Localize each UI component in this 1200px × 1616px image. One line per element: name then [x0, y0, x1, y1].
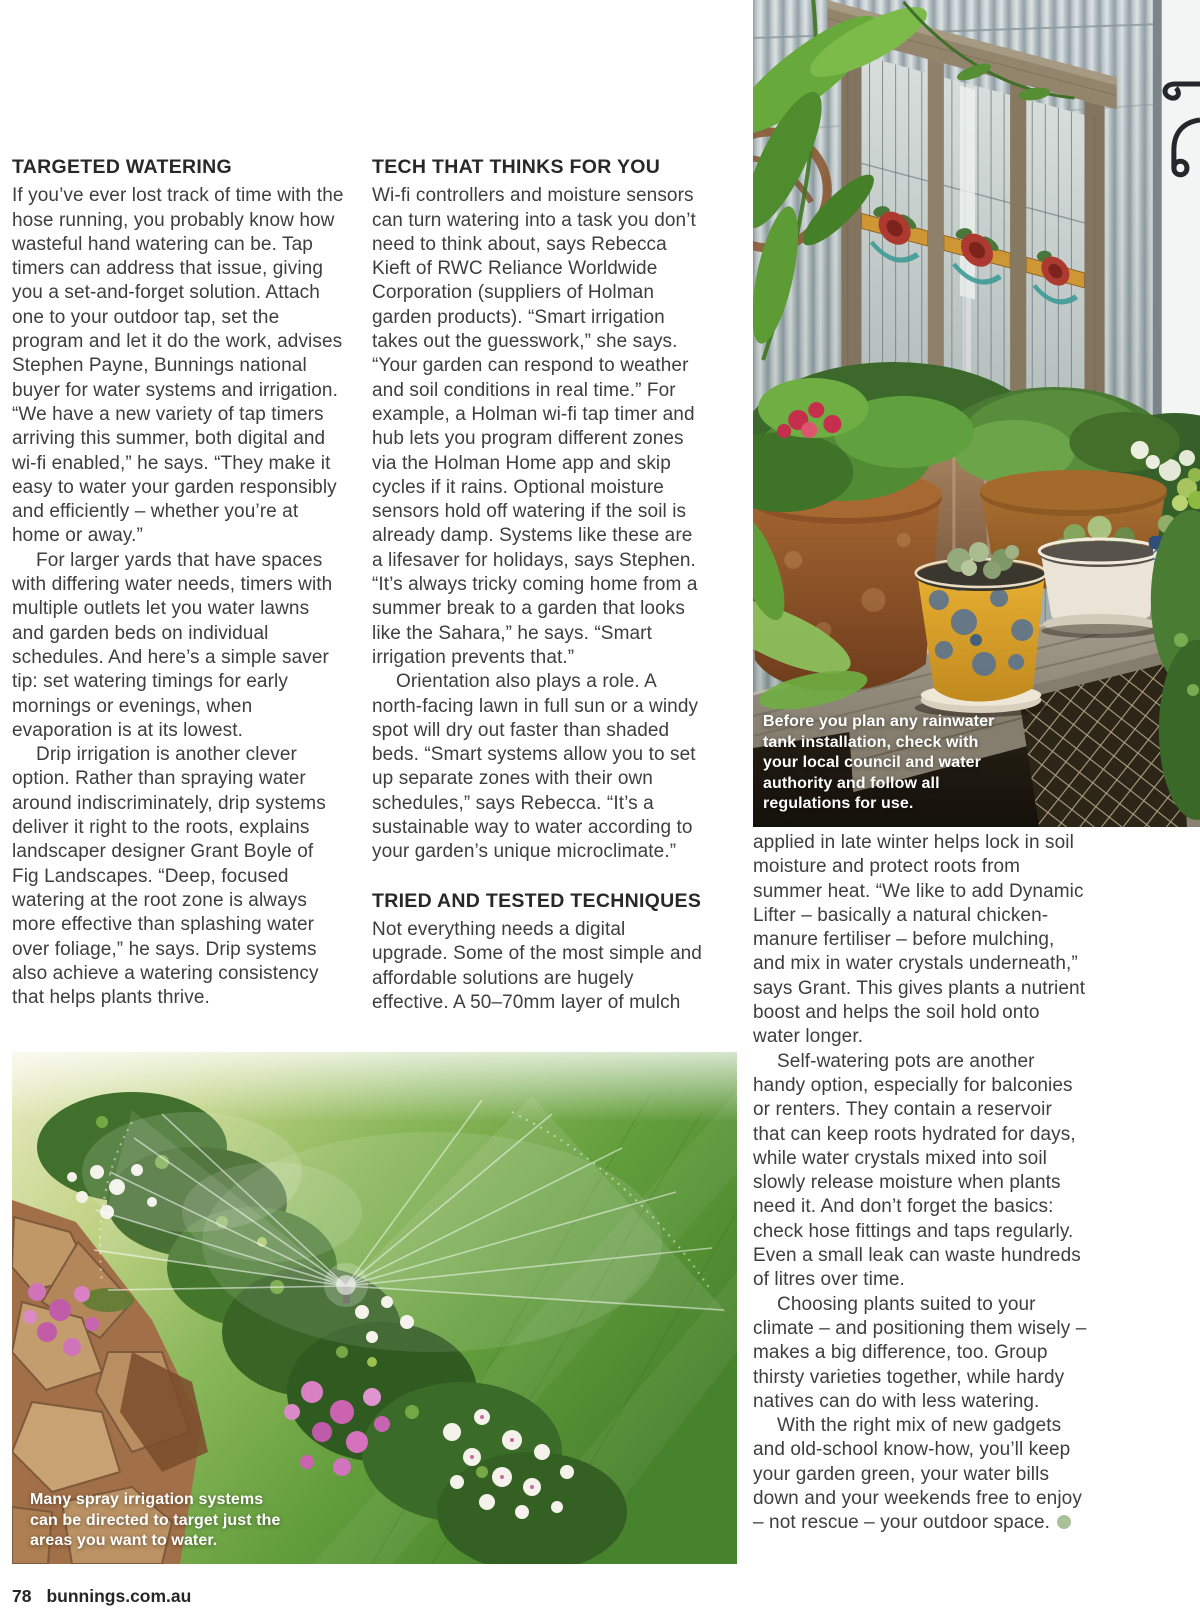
- section-heading-targeted-watering: TARGETED WATERING: [12, 156, 232, 178]
- body-paragraph: [753, 1414, 1087, 1535]
- body-paragraph: Choosing plants suited to your climate – and positioning them wisely – makes a big difference, too. Group thirsty varieties together, while hardy natives can do with less watering.: [753, 1293, 1087, 1412]
- page-number: 78: [12, 1586, 32, 1606]
- body-paragraph: Self-watering pots are another handy option, especially for balconies or renters. They contain a reservoir that can keep roots hydrated for days, while water crystals mixed into soil slowly release moisture when plants need it. And don’t forget the basics: check hose fittings and taps regularly. Even a small leak can waste hundreds of litres over time.: [753, 1050, 1081, 1291]
- page-footer: [12, 1586, 191, 1607]
- body-paragraph: Wi-fi controllers and moisture sensors can turn watering into a task you don’t need to think about, says Rebecca Kieft of RWC Reliance Worldwide Corporation (suppliers of Holman garden products). “Smart irrigation takes out the guesswork,” she says. “Your garden can respond to weather and soil conditions in real time.” For example, a Holman wi-fi tap timer and hub lets you program different zones via the Holman Home app and skip cycles if it rains. Optional moisture sensors hold off watering if the soil is already damp. Systems like these are a lifesaver for holidays, says Stephen. “It’s always tricky coming home from a summer break to a garden that looks like the Sahara,” he says. “Smart irrigation prevents that.”: [372, 185, 698, 668]
- footer-site-url: bunnings.com.au: [46, 1586, 192, 1606]
- column-tech-that-thinks: [372, 155, 705, 1015]
- end-of-article-dot: [1057, 1515, 1071, 1529]
- body-paragraph: If you’ve ever lost track of time with the hose running, you probably know how wasteful hand watering can be. Tap timers can address that issue, giving you a set-and-forget solution. Attach one to your outdoor tap, set the program and let it do the work, advises Stephen Payne, Bunnings national buyer for water systems and irrigation. “We have a new variety of tap timers arriving this summer, both digital and wi-fi enabled,” he says. “They make it easy to water your garden responsibly and efficiently – whether you’re at home or away.”: [12, 185, 344, 547]
- section-heading-tried-tested: TRIED AND TESTED TECHNIQUES: [372, 889, 702, 912]
- body-paragraph: Orientation also plays a role. A north-facing lawn in full sun or a windy spot will dry out faster than shaded beds. “Smart systems allow you to set up separate zones with their own schedules,” says Rebecca. “It’s a sustainable way to water according to your garden’s unique microclimate.”: [372, 671, 699, 863]
- photo-spray-irrigation: [12, 1052, 737, 1564]
- photo-pots-on-bench: [753, 0, 1200, 827]
- yellow-ceramic-pot: [915, 542, 1048, 717]
- body-paragraph: For larger yards that have spaces with differing water needs, timers with multiple outlets let you water lawns and garden beds on individual schedules. And here’s a simple saver tip: set watering timings for early mornings or evenings, when evaporation is at its lowest.: [12, 549, 333, 741]
- section-heading-tech: TECH THAT THINKS FOR YOU: [372, 156, 661, 178]
- body-paragraph: applied in late winter helps lock in soil moisture and protect roots from summer heat. “We like to add Dynamic Lifter – basically a natural chicken-manure fertiliser – before mulching, and mix in water crystals underneath,” says Grant. This gives plants a nutrient boost and helps the soil hold onto water longer.: [753, 832, 1086, 1048]
- column-continuation: [753, 831, 1087, 1536]
- photo-caption-spray: Many spray irrigation systems can be directed to target just the areas you want to water.: [30, 1491, 281, 1549]
- closing-sentence: With the right mix of new gadgets and old-school know-how, you’ll keep your garden green, your water bills down and your weekends free to enjoy – not rescue – your outdoor space.: [753, 1415, 1082, 1534]
- column-targeted-watering: [12, 155, 345, 1010]
- body-paragraph: Drip irrigation is another clever option. Rather than spraying water around indiscriminately, drip systems deliver it right to the roots, explains landscaper designer Grant Boyle of Fig Landscapes. “Deep, focused watering at the root zone is always more effective than splashing water over foliage,” he says. Drip systems also achieve a watering consistency that helps plants thrive.: [12, 744, 326, 1009]
- body-paragraph: Not everything needs a digital upgrade. Some of the most simple and affordable solutions are hugely effective. A 50–70mm layer of mulch: [372, 918, 702, 1013]
- pots-bench-photo-art: [753, 0, 1200, 827]
- sprinkler-photo-art: [12, 1052, 737, 1564]
- photo-caption-rainwater: Before you plan any rainwater tank installation, check with your local council and water authority and follow all regulations for use.: [763, 713, 995, 812]
